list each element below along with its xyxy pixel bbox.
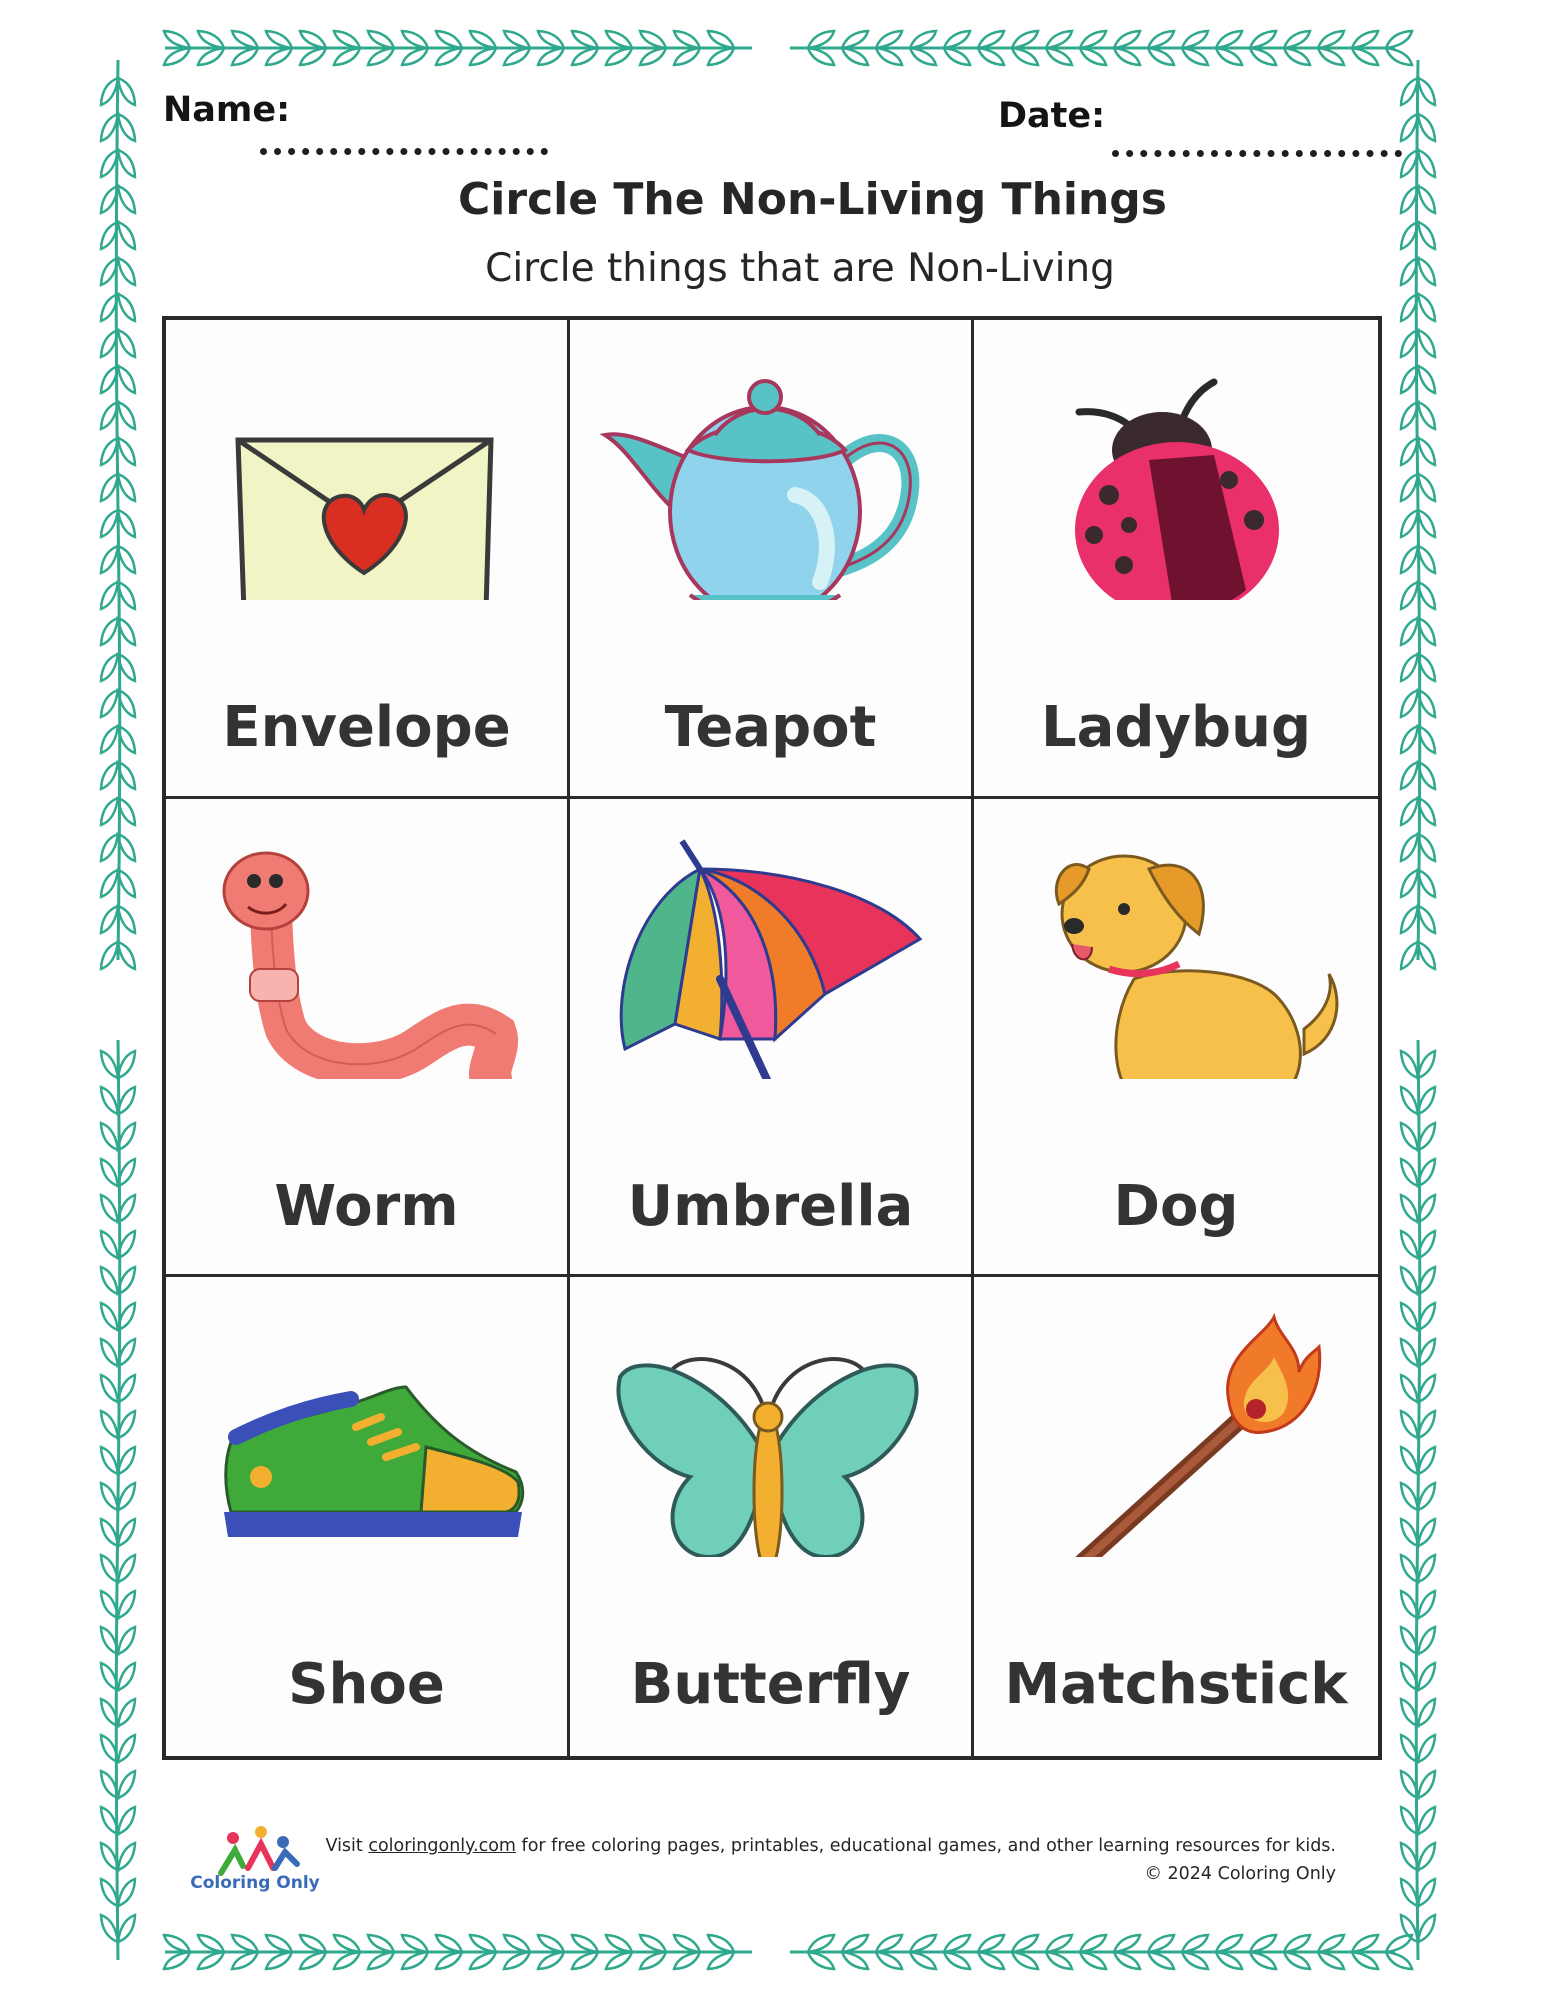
date-label: Date: xyxy=(998,96,1106,136)
card-label-butterfly: Butterfly xyxy=(630,1652,911,1718)
page-title: Circle The Non-Living Things xyxy=(458,174,1167,225)
teapot-icon xyxy=(570,320,974,600)
worm-icon xyxy=(166,799,570,1079)
footer-visit-text xyxy=(325,1836,1336,1856)
matchstick-icon xyxy=(974,1277,1378,1557)
card-label-worm: Worm xyxy=(274,1173,459,1239)
footer-visit-suffix: for free coloring pages, printables, educational games, and other learning resources for kids. xyxy=(515,1836,1336,1856)
ladybug-icon xyxy=(974,320,1378,600)
card-ladybug[interactable] xyxy=(974,320,1378,799)
butterfly-icon xyxy=(570,1277,974,1557)
envelope-icon xyxy=(166,320,570,600)
copyright-text: © 2024 Coloring Only xyxy=(1144,1864,1336,1884)
dog-icon xyxy=(974,799,1378,1079)
card-label-teapot: Teapot xyxy=(664,695,877,760)
card-label-ladybug: Ladybug xyxy=(1040,695,1312,760)
page-subtitle: Circle things that are Non-Living xyxy=(485,246,1115,291)
footer-visit-prefix: Visit xyxy=(325,1836,369,1856)
umbrella-icon xyxy=(570,799,974,1079)
picture-grid xyxy=(162,316,1382,1760)
shoe-icon xyxy=(166,1277,570,1557)
date-field[interactable] xyxy=(1112,150,1402,157)
card-umbrella[interactable] xyxy=(570,799,974,1278)
card-label-shoe: Shoe xyxy=(288,1652,445,1718)
card-envelope[interactable] xyxy=(166,320,570,799)
card-label-umbrella: Umbrella xyxy=(627,1173,914,1239)
card-worm[interactable] xyxy=(166,799,570,1278)
name-field[interactable] xyxy=(260,148,548,155)
logo-text: Coloring Only xyxy=(190,1873,320,1893)
card-dog[interactable] xyxy=(974,799,1378,1278)
card-teapot[interactable] xyxy=(570,320,974,799)
name-label: Name: xyxy=(163,90,291,130)
card-butterfly[interactable] xyxy=(570,1277,974,1756)
website-link[interactable]: coloringonly.com xyxy=(368,1836,516,1856)
card-matchstick[interactable] xyxy=(974,1277,1378,1756)
card-label-matchstick: Matchstick xyxy=(1004,1652,1348,1718)
card-label-envelope: Envelope xyxy=(222,695,511,760)
card-label-dog: Dog xyxy=(1113,1173,1239,1239)
card-shoe[interactable] xyxy=(166,1277,570,1756)
